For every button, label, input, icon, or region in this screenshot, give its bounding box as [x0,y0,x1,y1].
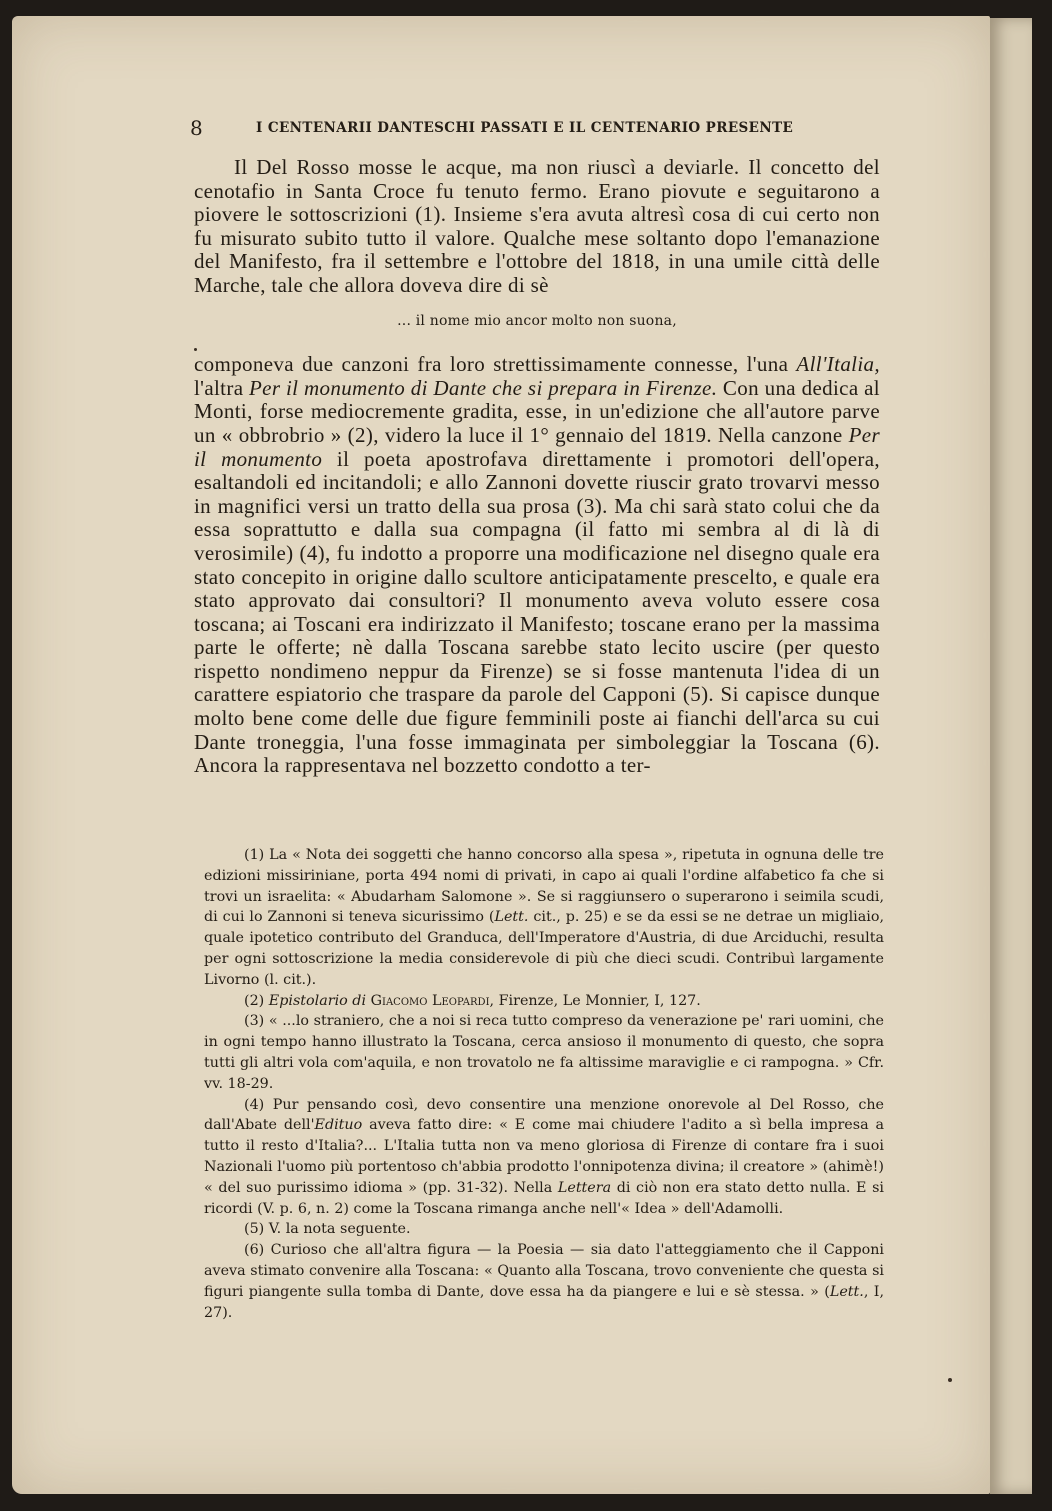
main-text [194,156,880,778]
paragraph-2-text: il poeta apostrofava direttamente i promotori dell'opera, esaltandoli ed incitandoli; e allo Zannoni dovette riuscir grato trovarvi messo in magnifici versi un tratto della sua prosa (3). Ma chi sarà stato colui che da essa soprattutto e dalla sua compagna (il fatto mi sembra al di là di verosimile) (4), fu indotto a proporre una modificazione nel disegno quale era stato concepito in origine dallo scultore anticipatamente prescelto, e quale era stato approvato dai consultori? Il monumento aveva voluto essere cosa toscana; ai Toscani era indirizzato il Manifesto; toscane erano per la massima parte le offerte; nè dalla Toscana sarebbe stato lecito uscire (per questo rispetto nondimeno neppur da Firenze) se si fosse mantenuta l'idea di un carattere espiatorio che traspare da parole del Capponi (5). Si capisce dunque molto bene come delle due figure femminili poste ai fianchi dell'arca su cui Dante troneggia, l'una fosse immaginata per simboleggiar la Toscana (6). Ancora la rappresentava nel bozzetto condotto a ter- [194,446,880,778]
footnote-text: aveva fatto dire: « E come mai chiudere l'adito a sì bella impresa a tutto il resto d'Italia?... L'Italia tutta non va meno gloriosa di Firenze di contare fra i suoi Nazionali l'uomo più portentoso ch'abbia prodotto l'onnipotenza divina; il creatore » (ahimè!) « del suo purissimo idioma » (pp. 31-32). Nella [204,1117,884,1196]
footnote-6 [204,1240,884,1323]
footnote-italic: Edituo [314,1117,363,1134]
author-name: Giacomo Leopardi [370,992,490,1009]
footnote-1 [204,845,884,991]
paragraph-1: Il Del Rosso mosse le acque, ma non riuscì a deviarle. Il concetto del cenotafio in Santa Croce fu tenuto fermo. Erano piovute e seguitarono a piovere le sottoscrizioni (1). Insieme s'era avuta altresì cosa di cui certo non fu misurato subito tutto il valore. Qualche mese soltanto dopo l'emanazione del Manifesto, fra il settembre e l'ottobre del 1818, in una umile città delle Marche, tale che allora doveva dire di sè [194,155,880,297]
footnote-3: (3) « ...lo straniero, che a noi si reca tutto compreso da venerazione pe' rari uomini, che in ogni tempo hanno illustrato la Toscana, cerca ansioso il monumento di questo, che sopra tutti gli altri vola com'aquila, e non trovatolo ne fa altissime maraviglie e ci rampogna. » Cfr. vv. 18-29. [204,1013,884,1092]
footnote-text: (2) [244,992,269,1009]
footnote-5: (5) V. la nota seguente. [244,1221,411,1238]
paragraph-2 [194,353,880,778]
paragraph-2-text: componeva due canzoni fra loro strettissimamente connesse, l'una [194,352,797,377]
verse-quote: ... il nome mio ancor molto non suona, [397,312,677,329]
paragraph-2-text: l'altra [194,375,249,400]
footnote-text: (1) La « Nota dei soggetti che hanno concorso alla spesa », ripetuta in ognuna delle tre edizioni missiriniane, porta 494 nomi di privati, in capo ai quali l'ordine alfabetico fa che si trovi un israelita: « Abudarham Salomone ». Se si raggiunsero o superarono i seimila scudi, di cui lo Zannoni si teneva sicurissimo ( [204,847,884,926]
footnote-italic: Epistolario di [268,992,367,1009]
footnotes [204,845,884,1323]
footnote-text: di ciò non era stato detto nulla. E si ricordi (V. p. 6, n. 2) come la Toscana rimanga anche nell'« Idea » dell'Adamolli. [204,1179,884,1217]
ink-speck [948,1378,952,1382]
footnote-italic: Lett. [829,1283,864,1300]
poem-title-2: Per il monumento di Dante che si prepara in Firenze. [249,375,718,400]
ink-speck [194,348,197,351]
running-title: I CENTENARII DANTESCHI PASSATI E IL CENTENARIO PRESENTE [256,120,794,136]
footnote-2 [204,991,884,1012]
footnote-text: , I, 27). [204,1283,884,1321]
footnote-text: cit., p. 25) e se da essi se ne detrae un migliaio, quale ipotetico contributo del Granduca, dell'Imperatore d'Austria, di due Arciduchi, resulta per ogni sottoscrizione la media considerevole di più che dieci scudi. Contribuì largamente Livorno (l. cit.). [204,909,885,988]
poem-title-3: Per il monumento [194,422,880,471]
footnote-italic: Lett. [494,909,529,926]
footnote-text: , Firenze, Le Monnier, I, 127. [489,992,701,1009]
footnote-4 [204,1095,884,1220]
page-number: 8 [190,116,203,140]
footnote-text: (4) Pur pensando così, devo consentire una menzione onorevole al Del Rosso, che dall'Abate dell' [204,1096,884,1134]
page-header [190,116,830,142]
footnote-text: (6) Curioso che all'altra figura — la Poesia — sia dato l'atteggiamento che il Capponi aveva stimato convenire alla Toscana: « Quanto alla Toscana, trovo conveniente che questa si figuri piangente sulla tomba di Dante, dove essa ha da piangere e lui e sè stessa. » ( [204,1242,884,1300]
facing-page-edge [990,18,1032,1494]
poem-title-1: All'Italia, [796,352,880,377]
footnote-italic: Lettera [557,1179,612,1196]
paragraph-2-text: Con una dedica al Monti, forse mediocremente gradita, esse, in un'edizione che all'autore parve un « obbrobrio » (2), videro la luce il 1° gennaio del 1819. Nella canzone [194,375,880,447]
